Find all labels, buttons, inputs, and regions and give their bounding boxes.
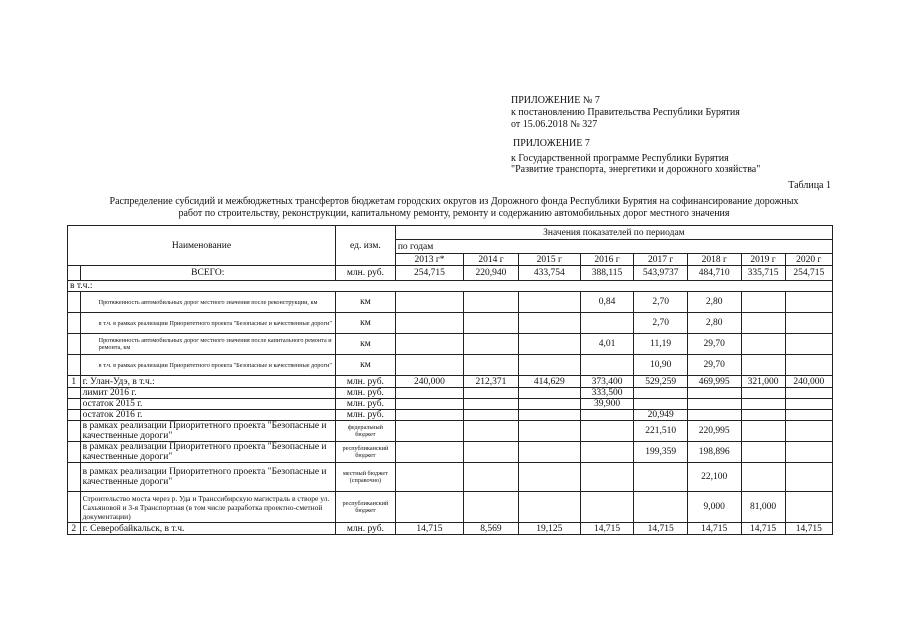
year-header: 2018 г: [687, 254, 741, 266]
value-cell: [580, 410, 634, 421]
year-header: 2020 г: [785, 254, 832, 266]
appendix-date: от 15.06.2018 № 327: [511, 119, 598, 130]
value-cell: [687, 388, 741, 399]
value-cell: [395, 334, 463, 355]
row-unit: республиканский бюджет: [335, 492, 395, 523]
value-cell: [464, 292, 519, 313]
value-cell: [395, 410, 463, 421]
row-number: [68, 463, 81, 492]
value-cell: 14,715: [785, 523, 832, 535]
value-cell: 198,896: [687, 442, 741, 463]
row-number: [68, 421, 81, 442]
value-cell: [785, 421, 832, 442]
value-cell: 433,754: [518, 266, 580, 281]
value-cell: [580, 492, 634, 523]
row-number: [68, 410, 81, 421]
value-cell: 10,90: [634, 355, 688, 376]
value-cell: 81,000: [741, 492, 785, 523]
value-cell: [518, 292, 580, 313]
value-cell: 254,715: [785, 266, 832, 281]
value-cell: 29,70: [687, 334, 741, 355]
value-cell: 39,900: [580, 399, 634, 410]
value-cell: [518, 410, 580, 421]
value-cell: [785, 334, 832, 355]
row-number: [68, 355, 81, 376]
row-name: ВСЕГО:: [80, 266, 335, 281]
value-cell: [687, 410, 741, 421]
year-header: 2019 г: [741, 254, 785, 266]
value-cell: [464, 463, 519, 492]
value-cell: [741, 388, 785, 399]
value-cell: 212,371: [464, 376, 519, 388]
value-cell: 14,715: [741, 523, 785, 535]
row-name: Протяженность автомобильных дорог местного значения после реконструкции, км: [80, 292, 335, 313]
appendix-program: к Государственной программе Республики Бурятия: [511, 153, 729, 164]
row-unit: млн. руб.: [335, 266, 395, 281]
row-number: 1: [68, 376, 81, 388]
value-cell: [464, 410, 519, 421]
value-cell: 2,70: [634, 292, 688, 313]
value-cell: [580, 421, 634, 442]
value-cell: [518, 399, 580, 410]
value-cell: [741, 442, 785, 463]
value-cell: [741, 399, 785, 410]
header-name: Наименование: [68, 226, 336, 266]
value-cell: [580, 313, 634, 334]
value-cell: 11,19: [634, 334, 688, 355]
year-header: 2014 г: [464, 254, 519, 266]
value-cell: 20,949: [634, 410, 688, 421]
value-cell: [580, 463, 634, 492]
value-cell: [518, 388, 580, 399]
table-row: [68, 376, 833, 388]
value-cell: [464, 313, 519, 334]
value-cell: 388,115: [580, 266, 634, 281]
value-cell: 254,715: [395, 266, 463, 281]
table-row: [68, 334, 833, 355]
row-unit: млн. руб.: [335, 410, 395, 421]
value-cell: [395, 442, 463, 463]
value-cell: [741, 313, 785, 334]
value-cell: [395, 388, 463, 399]
row-name: в т.ч. в рамках реализации Приоритетного проекта "Безопасные и качественные дороги": [80, 355, 335, 376]
table-row: [68, 266, 833, 281]
value-cell: [464, 399, 519, 410]
value-cell: [464, 355, 519, 376]
value-cell: 22,100: [687, 463, 741, 492]
value-cell: [634, 463, 688, 492]
table-number: Таблица 1: [788, 180, 831, 191]
value-cell: [395, 355, 463, 376]
table-row: [68, 388, 833, 399]
value-cell: [634, 399, 688, 410]
appendix-title: ПРИЛОЖЕНИЕ № 7: [511, 95, 600, 106]
table-row: [68, 463, 833, 492]
table-row: [68, 492, 833, 523]
row-name: остаток 2015 г.: [80, 399, 335, 410]
value-cell: 321,000: [741, 376, 785, 388]
table-row: [68, 281, 833, 292]
value-cell: [518, 313, 580, 334]
header-by-years: по годам: [395, 240, 832, 254]
value-cell: [395, 292, 463, 313]
row-number: [68, 442, 81, 463]
table-row: [68, 313, 833, 334]
value-cell: [785, 292, 832, 313]
row-number: 2: [68, 523, 81, 535]
value-cell: [395, 421, 463, 442]
row-name: Протяженность автомобильных дорог местного значения после капитального ремонта и ремонта, км: [80, 334, 335, 355]
value-cell: [464, 442, 519, 463]
value-cell: [741, 334, 785, 355]
document-title-line-2: работ по строительству, реконструкции, капитальному ремонту, ремонту и содержанию автомобильных дорог местного значения: [178, 208, 730, 219]
header-values: Значения показателей по периодам: [395, 226, 832, 240]
value-cell: 0,84: [580, 292, 634, 313]
value-cell: [580, 442, 634, 463]
value-cell: 14,715: [395, 523, 463, 535]
value-cell: [741, 292, 785, 313]
row-name: в т.ч.:: [68, 281, 833, 292]
table-row: [68, 523, 833, 535]
value-cell: 14,715: [580, 523, 634, 535]
value-cell: [785, 388, 832, 399]
value-cell: 2,80: [687, 313, 741, 334]
table-row: [68, 292, 833, 313]
row-name: в рамках реализации Приоритетного проекта "Безопасные и качественные дороги": [80, 463, 335, 492]
appendix-title-2: ПРИЛОЖЕНИЕ 7: [513, 138, 590, 149]
value-cell: [785, 399, 832, 410]
value-cell: 2,80: [687, 292, 741, 313]
value-cell: [785, 463, 832, 492]
value-cell: 4,01: [580, 334, 634, 355]
value-cell: [634, 492, 688, 523]
row-name: остаток 2016 г.: [80, 410, 335, 421]
row-unit: млн. руб.: [335, 523, 395, 535]
value-cell: 14,715: [687, 523, 741, 535]
row-unit: млн. руб.: [335, 399, 395, 410]
value-cell: 414,629: [518, 376, 580, 388]
row-name: в рамках реализации Приоритетного проекта "Безопасные и качественные дороги": [80, 442, 335, 463]
row-number: [68, 388, 81, 399]
value-cell: [518, 492, 580, 523]
document-title-line-1: Распределение субсидий и межбюджетных трансфертов бюджетам городских округов из Дорожного фонда Республики Бурятия на софинансирование дорожных: [109, 196, 799, 207]
value-cell: [395, 313, 463, 334]
value-cell: [741, 410, 785, 421]
value-cell: [518, 334, 580, 355]
table-row: [68, 421, 833, 442]
row-number: [68, 292, 81, 313]
value-cell: [785, 313, 832, 334]
row-number: [68, 266, 81, 281]
value-cell: 9,000: [687, 492, 741, 523]
row-name: Строительство моста через р. Уда и Транссибирскую магистраль в створе ул. Сахьяновой и 3-я Транспортная (в том числе разработка проектно-сметной документации): [80, 492, 335, 523]
value-cell: 240,000: [785, 376, 832, 388]
row-name: г. Северобайкальск, в т.ч.: [80, 523, 335, 535]
value-cell: 220,940: [464, 266, 519, 281]
value-cell: 19,125: [518, 523, 580, 535]
value-cell: 333,500: [580, 388, 634, 399]
value-cell: [785, 492, 832, 523]
row-name: лимит 2016 г.: [80, 388, 335, 399]
year-header: 2016 г: [580, 254, 634, 266]
value-cell: 221,510: [634, 421, 688, 442]
value-cell: 8,569: [464, 523, 519, 535]
value-cell: 469,995: [687, 376, 741, 388]
row-number: [68, 313, 81, 334]
value-cell: [518, 355, 580, 376]
value-cell: [741, 355, 785, 376]
document-title: [70, 196, 838, 220]
row-name: г. Улан-Удэ, в т.ч.:: [80, 376, 335, 388]
row-unit: км: [335, 313, 395, 334]
row-unit: местный бюджет (справочно): [335, 463, 395, 492]
value-cell: [741, 463, 785, 492]
row-unit: млн. руб.: [335, 376, 395, 388]
value-cell: [464, 334, 519, 355]
row-number: [68, 492, 81, 523]
row-unit: млн. руб.: [335, 388, 395, 399]
value-cell: [785, 355, 832, 376]
value-cell: [395, 463, 463, 492]
value-cell: [785, 410, 832, 421]
value-cell: 335,715: [741, 266, 785, 281]
value-cell: [785, 442, 832, 463]
header-unit: ед. изм.: [335, 226, 395, 266]
row-name: в рамках реализации Приоритетного проекта "Безопасные и качественные дороги": [80, 421, 335, 442]
appendix-program-name: "Развитие транспорта, энергетики и дорожного хозяйства": [511, 164, 761, 175]
row-number: [68, 334, 81, 355]
value-cell: 529,259: [634, 376, 688, 388]
appendix-decree: к постановлению Правительства Республики Бурятия: [511, 107, 740, 118]
row-unit: федеральный бюджет: [335, 421, 395, 442]
value-cell: 220,995: [687, 421, 741, 442]
subsidy-table: [67, 225, 833, 535]
value-cell: 2,70: [634, 313, 688, 334]
row-name: в т.ч. в рамках реализации Приоритетного проекта "Безопасные и качественные дороги": [80, 313, 335, 334]
value-cell: 14,715: [634, 523, 688, 535]
value-cell: [687, 399, 741, 410]
row-unit: км: [335, 292, 395, 313]
value-cell: [464, 421, 519, 442]
value-cell: 543,9737: [634, 266, 688, 281]
year-header: 2015 г: [518, 254, 580, 266]
value-cell: [518, 442, 580, 463]
value-cell: [464, 388, 519, 399]
value-cell: [580, 355, 634, 376]
table-row: [68, 410, 833, 421]
row-unit: км: [335, 355, 395, 376]
table-row: [68, 399, 833, 410]
table-row: [68, 355, 833, 376]
table-row: [68, 442, 833, 463]
value-cell: 240,000: [395, 376, 463, 388]
value-cell: 373,400: [580, 376, 634, 388]
value-cell: [518, 421, 580, 442]
row-unit: км: [335, 334, 395, 355]
value-cell: [395, 399, 463, 410]
value-cell: 484,710: [687, 266, 741, 281]
row-unit: республиканский бюджет: [335, 442, 395, 463]
value-cell: [464, 492, 519, 523]
value-cell: [741, 421, 785, 442]
value-cell: [634, 388, 688, 399]
value-cell: 29,70: [687, 355, 741, 376]
year-header: 2017 г: [634, 254, 688, 266]
year-header: 2013 г*: [395, 254, 463, 266]
value-cell: 199,359: [634, 442, 688, 463]
row-number: [68, 399, 81, 410]
value-cell: [395, 492, 463, 523]
value-cell: [518, 463, 580, 492]
